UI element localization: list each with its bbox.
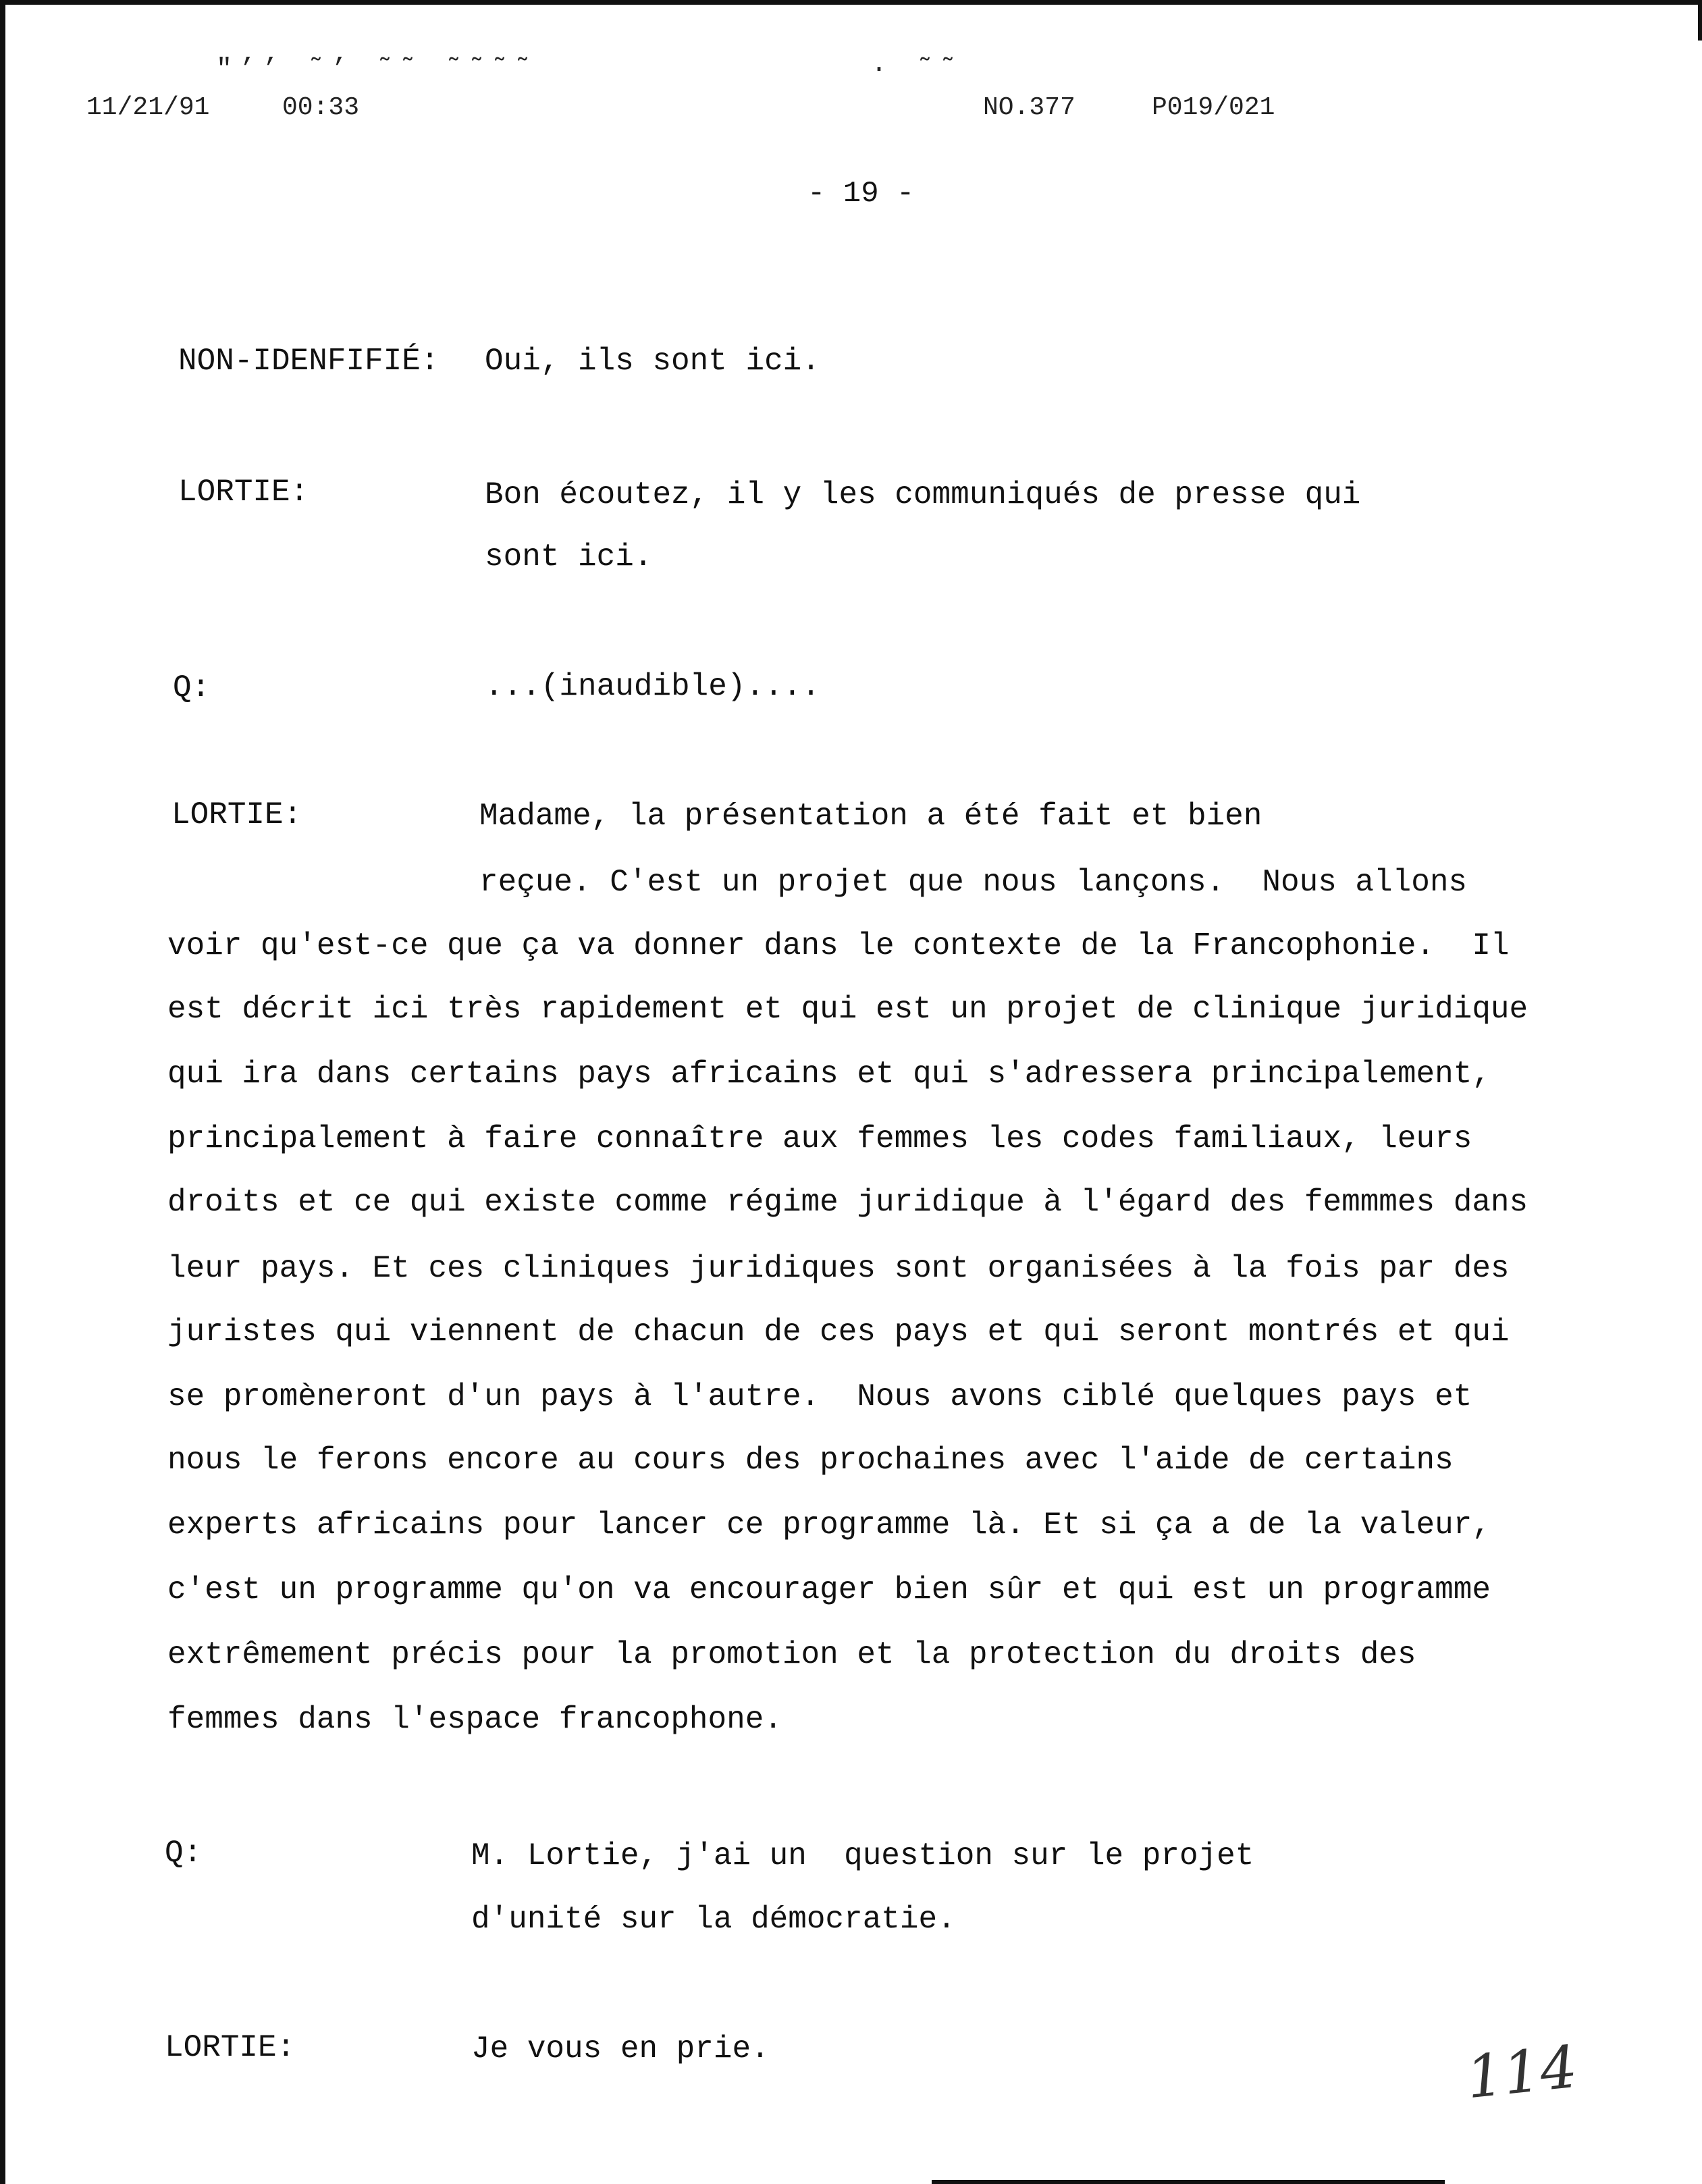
speaker-label: LORTIE: <box>165 2030 296 2065</box>
dialogue-line: leur pays. Et ces cliniques juridiques sont organisées à la fois par des <box>167 1251 1510 1286</box>
page-border-top <box>0 0 1702 5</box>
partial-top-right: · ˜˜ <box>871 57 963 77</box>
dialogue-line: droits et ce qui existe comme régime juridique à l'égard des femmmes dans <box>167 1185 1528 1220</box>
dialogue-line: Madame, la présentation a été fait et bien <box>479 799 1262 834</box>
dialogue-line: experts africains pour lancer ce programme là. Et si ça a de la valeur, <box>167 1508 1491 1543</box>
fax-time: 00:33 <box>282 93 360 122</box>
dialogue-line: sont ici. <box>485 539 653 575</box>
speaker-label: Q: <box>173 670 211 705</box>
page-border-left <box>0 0 5 2184</box>
partial-top-line: ″’’ ˜’ ˜˜ ˜˜˜˜ <box>216 57 538 77</box>
dialogue-line: principalement à faire connaître aux femmes les codes familiaux, leurs <box>167 1121 1472 1156</box>
dialogue-line: qui ira dans certains pays africains et qui s'adressera principalement, <box>167 1057 1491 1092</box>
fax-number: NO.377 <box>983 93 1075 122</box>
page-border-bottom <box>932 2180 1445 2184</box>
speaker-label: LORTIE: <box>178 475 309 510</box>
dialogue-line: nous le ferons encore au cours des prochaines avec l'aide de certains <box>167 1443 1454 1478</box>
dialogue-line: extrêmement précis pour la promotion et la protection du droits des <box>167 1637 1416 1672</box>
dialogue-line: femmes dans l'espace francophone. <box>167 1702 782 1737</box>
dialogue-line: Oui, ils sont ici. <box>485 344 820 379</box>
dialogue-line: d'unité sur la démocratie. <box>471 1902 956 1937</box>
speaker-label: Q: <box>165 1836 203 1871</box>
page-number: - 19 - <box>807 177 915 211</box>
page-border-right <box>1698 0 1702 41</box>
fax-page-code: P019/021 <box>1152 93 1275 122</box>
dialogue-line: reçue. C'est un projet que nous lançons. Nous allons <box>479 865 1468 900</box>
dialogue-line: Je vous en prie. <box>471 2031 770 2067</box>
dialogue-line: c'est un programme qu'on va encourager bien sûr et qui est un programme <box>167 1572 1491 1607</box>
speaker-label: NON-IDENFIFIÉ: <box>178 344 440 379</box>
dialogue-line: M. Lortie, j'ai un question sur le projet <box>471 1838 1254 1873</box>
dialogue-line: Bon écoutez, il y les communiqués de presse qui <box>485 477 1361 512</box>
dialogue-line: juristes qui viennent de chacun de ces pays et qui seront montrés et qui <box>167 1314 1510 1350</box>
dialogue-line: se promèneront d'un pays à l'autre. Nous avons ciblé quelques pays et <box>167 1379 1472 1414</box>
fax-date: 11/21/91 <box>86 93 210 122</box>
dialogue-line: ...(inaudible).... <box>485 669 820 704</box>
dialogue-line: est décrit ici très rapidement et qui est un projet de clinique juridique <box>167 992 1528 1027</box>
handwritten-page-mark: 114 <box>1463 2033 1580 2112</box>
speaker-label: LORTIE: <box>171 797 302 832</box>
dialogue-line: voir qu'est-ce que ça va donner dans le contexte de la Francophonie. Il <box>167 928 1510 963</box>
